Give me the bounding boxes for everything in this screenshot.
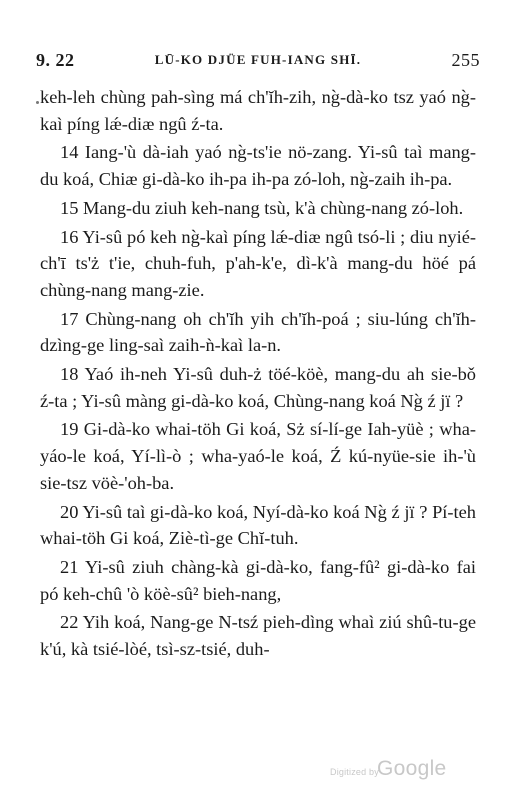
verse-22: 22 Yih koá, Nang-ge N-tsź pieh-dìng whaì ziú shû-tu-ge k'ú, kà tsié-lòé, tsì-sz-tsié, duh- [40, 612, 476, 660]
running-head [36, 50, 480, 74]
running-title: LŪ-KO DJÜE FUH-IANG SHĪ. [154, 52, 362, 67]
scan-speck [36, 101, 39, 104]
verse-19: 19 Gi-dà-ko whai-töh Gi koá, Sż sí-lí-ge Iah-yüè ; wha-yáo-le koá, Yí-lì-ò ; wha-yaó-le koá, Ź kú-nyüe-sie ih-'ù sie-tsz vöè-'oh-ba. [40, 419, 476, 493]
chapter-verse-ref: 9. 22 [36, 50, 75, 70]
verse-15: 15 Mang-du ziuh keh-nang tsù, k'à chùng-nang zó-loh. [60, 197, 464, 218]
verse-14: 14 Iang-'ù dà-iah yaó ng̀-ts'ie nö-zang. Yi-sû taì mang-du koá, Chiæ gi-dà-ko ih-pa ih-pa zó-loh, ng̀-zaih ih-pa. [40, 142, 476, 190]
verse-21: 21 Yi-sû ziuh chàng-kà gi-dà-ko, fang-fû² gi-dà-ko fai pó keh-chû 'ò köè-sû² bieh-nang, [40, 556, 476, 604]
page-number: 255 [451, 50, 480, 70]
watermark-prefix: Digitized by [330, 767, 379, 777]
verse-20: 20 Yi-sû taì gi-dà-ko koá, Nyí-dà-ko koá Ng̀ ź jï ? Pí-teh whai-töh Gi koá, Ziè-tì-ge Chĭ-tuh. [40, 501, 476, 549]
verse-18: 18 Yaó ih-neh Yi-sû duh-ż töé-köè, mang-du ah sie-bǒ ź-ta ; Yi-sû màng gi-dà-ko koá, Chùng-nang koá Ng̀ ź jï ? [40, 364, 476, 411]
verse-continuation: keh-leh chùng pah-sìng má ch'ĭh-zih, ng̀-dà-ko tsz yaó ng̀-kaì píng lǽ-diæ ngû ź-ta. [40, 87, 476, 134]
digitized-watermark [330, 758, 480, 782]
verse-17: 17 Chùng-nang oh ch'ĭh yih ch'ĭh-poá ; siu-lúng ch'ĭh-dzìng-ge ling-saì zaih-ǹ-kaì la-n. [40, 308, 476, 356]
verse-16: 16 Yi-sû pó keh ng̀-kaì píng lǽ-diæ ngû tsó-li ; diu nyié-ch'ī ts'ż t'ie, chuh-fuh, p'ah-k'e, dì-k'à mang-du höé pá chùng-nang mang-zie. [40, 226, 476, 300]
google-logo: Google [377, 757, 447, 780]
body-text [40, 84, 476, 663]
